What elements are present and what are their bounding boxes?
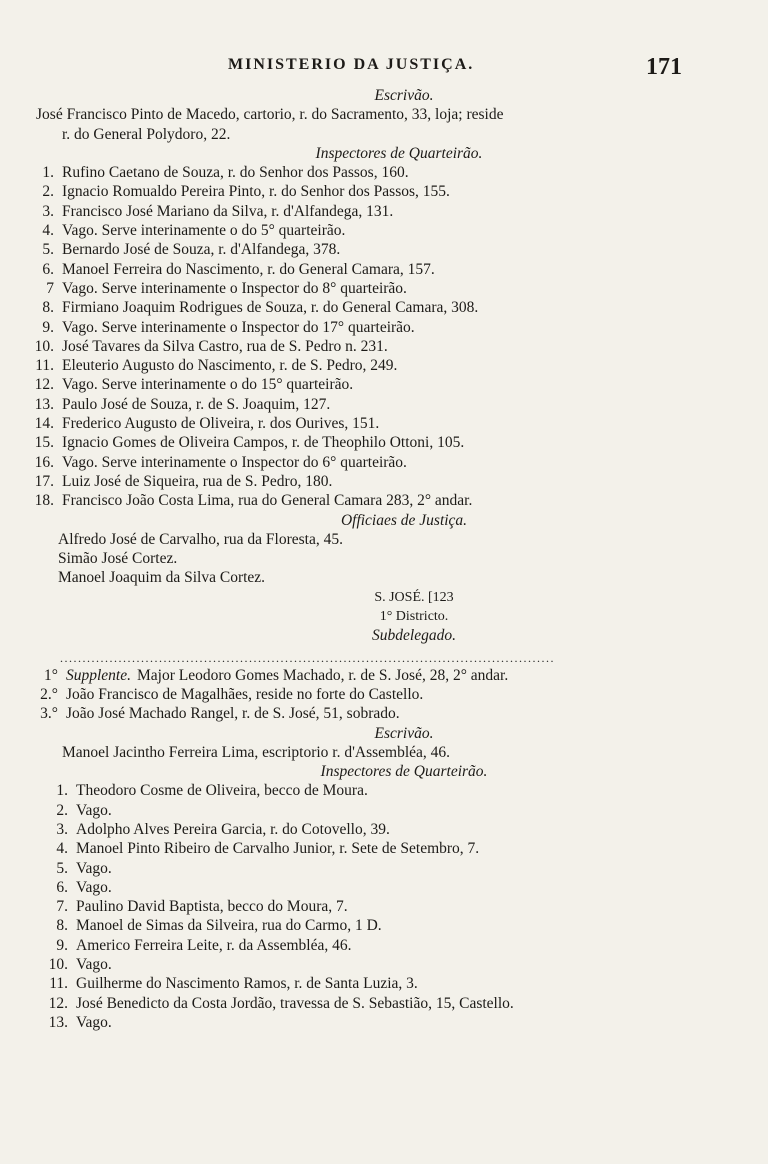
officiaes-list [0, 530, 768, 588]
page-title: MINISTERIO DA JUSTIÇA. [228, 56, 475, 73]
entry-text: José Benedicto da Costa Jordão, travessa de S. Sebastião, 15, Castello. [76, 994, 514, 1012]
supplente-entry [0, 704, 768, 723]
entry-text: Bernardo José de Souza, r. d'Alfandega, 378. [62, 241, 341, 259]
entry-text: Guilherme do Nascimento Ramos, r. de Santa Luzia, 3. [76, 975, 418, 993]
entry-number: 8. [42, 299, 54, 317]
entry-text: Vago. [76, 878, 112, 896]
entry-text: Firmiano Joaquim Rodrigues de Souza, r. do General Camara, 308. [62, 299, 479, 317]
entry-number: 12. [48, 994, 68, 1012]
dotted-leader: .............................................................................................................. [60, 651, 555, 665]
supplente-entry [0, 666, 768, 685]
list-item [0, 279, 768, 298]
entry-number: 4. [56, 840, 68, 858]
escrivao2-heading: Escrivão. [374, 724, 434, 742]
entry-text: Vago. Serve interinamente o do 15° quarteirão. [62, 376, 354, 394]
inspectores2-list [0, 781, 768, 1032]
list-item [0, 221, 768, 240]
list-item [0, 433, 768, 452]
entry-number: 16. [34, 453, 54, 471]
list-item [0, 839, 768, 858]
list-item [0, 994, 768, 1013]
districto-heading: 1° Districto. [379, 609, 449, 625]
entry-number: 3.° [40, 705, 58, 723]
entry-number: 6. [42, 260, 54, 278]
list-item [0, 955, 768, 974]
entry-text: Vago. [76, 801, 112, 819]
list-item [0, 395, 768, 414]
entry-number: 14. [34, 415, 54, 433]
list-item [0, 974, 768, 993]
entry-text: Americo Ferreira Leite, r. da Assembléa, 46. [76, 936, 352, 954]
entry-number: 2. [56, 801, 68, 819]
list-item [0, 801, 768, 820]
entry-number: 11. [49, 975, 68, 993]
entry-number: 6. [56, 878, 68, 896]
entry-text: Eleuterio Augusto do Nascimento, r. de S. Pedro, 249. [62, 357, 398, 375]
escrivao-entry-line2: r. do General Polydoro, 22. [62, 125, 231, 143]
entry-text: Vago. [76, 956, 112, 974]
entry-text: Major Leodoro Gomes Machado, r. de S. José, 28, 2° andar. [137, 666, 509, 684]
list-item [0, 318, 768, 337]
entry-text: João Francisco de Magalhães, reside no forte do Castello. [66, 685, 424, 703]
escrivao-heading: Escrivão. [374, 87, 434, 104]
entry-text: Paulino David Baptista, becco do Moura, 7. [76, 898, 348, 916]
entry-number: 1° [44, 666, 58, 684]
list-item [0, 375, 768, 394]
page-content [0, 86, 768, 1032]
entry-number: 8. [56, 917, 68, 935]
inspectores-list [0, 163, 768, 510]
entry-text: Francisco João Costa Lima, rua do General Camara 283, 2° andar. [62, 492, 473, 510]
entry-number: 15. [34, 434, 54, 452]
entry-text: João José Machado Rangel, r. de S. José, 51, sobrado. [66, 705, 400, 723]
section-title: S. JOSÉ. [123 [374, 589, 454, 605]
entry-text: Manoel de Simas da Silveira, rua do Carmo, 1 D. [76, 917, 382, 935]
entry-number: 18. [34, 492, 54, 510]
entry-number: 1. [42, 164, 54, 182]
entry-number: 13. [34, 395, 54, 413]
entry-number: 2. [42, 183, 54, 201]
entry-number: 10. [34, 337, 54, 355]
entry-text: Vago. Serve interinamente o Inspector do 17° quarteirão. [62, 318, 415, 336]
officiaes-heading: Officiaes de Justiça. [340, 511, 468, 529]
list-item [0, 936, 768, 955]
entry-number: 3. [56, 820, 68, 838]
list-item [0, 182, 768, 201]
entry-text: José Tavares da Silva Castro, rua de S. Pedro n. 231. [62, 337, 388, 355]
official-entry: Simão José Cortez. [58, 550, 178, 568]
entry-text: Manoel Pinto Ribeiro de Carvalho Junior, r. Sete de Setembro, 7. [76, 840, 480, 858]
list-item [0, 859, 768, 878]
entry-text: Rufino Caetano de Souza, r. do Senhor dos Passos, 160. [62, 164, 409, 182]
list-item [0, 414, 768, 433]
entry-number: 5. [42, 241, 54, 259]
entry-text: Vago. [76, 1013, 112, 1031]
entry-number: 17. [34, 472, 54, 490]
inspectores-heading: Inspectores de Quarteirão. [315, 144, 483, 162]
entry-number: 11. [35, 357, 54, 375]
entry-text: Frederico Augusto de Oliveira, r. dos Ourives, 151. [62, 415, 380, 433]
entry-text: Vago. [76, 859, 112, 877]
list-item [0, 897, 768, 916]
entry-text: Ignacio Gomes de Oliveira Campos, r. de Theophilo Ottoni, 105. [62, 434, 465, 452]
list-item [0, 163, 768, 182]
entry-text: Vago. Serve interinamente o do 5° quarteirão. [62, 222, 346, 240]
entry-text: Manoel Ferreira do Nascimento, r. do General Camara, 157. [62, 260, 435, 278]
subdelegado-heading: Subdelegado. [372, 627, 456, 645]
official-entry: Manoel Joaquim da Silva Cortez. [58, 569, 266, 587]
entry-text: Adolpho Alves Pereira Garcia, r. do Cotovello, 39. [76, 820, 390, 838]
entry-number: 5. [56, 859, 68, 877]
entry-number: 13. [48, 1013, 68, 1031]
entry-text: Francisco José Mariano da Silva, r. d'Alfandega, 131. [62, 202, 394, 220]
official-entry: Alfredo José de Carvalho, rua da Floresta, 45. [58, 530, 343, 548]
entry-text: Ignacio Romualdo Pereira Pinto, r. do Senhor dos Passos, 155. [62, 183, 450, 201]
list-item [0, 337, 768, 356]
supplentes-list [0, 666, 768, 724]
escrivao2-entry: Manoel Jacintho Ferreira Lima, escriptorio r. d'Assembléa, 46. [62, 743, 451, 761]
entry-number: 2.° [40, 685, 58, 703]
entry-label: Supplente. [66, 666, 131, 684]
entry-number: 9. [42, 318, 54, 336]
list-item [0, 356, 768, 375]
entry-number: 12. [34, 376, 54, 394]
entry-number: 1. [56, 782, 68, 800]
entry-number: 7. [56, 898, 68, 916]
list-item [0, 1013, 768, 1032]
list-item [0, 916, 768, 935]
supplente-entry [0, 685, 768, 704]
entry-number: 10. [48, 956, 68, 974]
entry-text: Vago. Serve interinamente o Inspector do 8° quarteirão. [62, 279, 407, 297]
list-item [0, 781, 768, 800]
list-item [0, 453, 768, 472]
entry-text: Luiz José de Siqueira, rua de S. Pedro, 180. [62, 472, 333, 490]
list-item [0, 472, 768, 491]
inspectores2-heading: Inspectores de Quarteirão. [320, 763, 488, 781]
list-item [0, 491, 768, 510]
entry-number: 4. [42, 222, 54, 240]
entry-number: 7 [46, 279, 54, 297]
entry-text: Paulo José de Souza, r. de S. Joaquim, 127. [62, 395, 331, 413]
list-item [0, 260, 768, 279]
escrivao-entry-line1: José Francisco Pinto de Macedo, cartorio, r. do Sacramento, 33, loja; reside [36, 106, 504, 124]
list-item [0, 298, 768, 317]
entry-text: Vago. Serve interinamente o Inspector do 6° quarteirão. [62, 453, 407, 471]
entry-text: Theodoro Cosme de Oliveira, becco de Moura. [76, 782, 368, 800]
page-number: 171 [646, 54, 682, 80]
list-item [0, 202, 768, 221]
entry-number: 3. [42, 202, 54, 220]
page-header [0, 56, 768, 82]
list-item [0, 878, 768, 897]
list-item [0, 820, 768, 839]
entry-number: 9. [56, 936, 68, 954]
list-item [0, 240, 768, 259]
